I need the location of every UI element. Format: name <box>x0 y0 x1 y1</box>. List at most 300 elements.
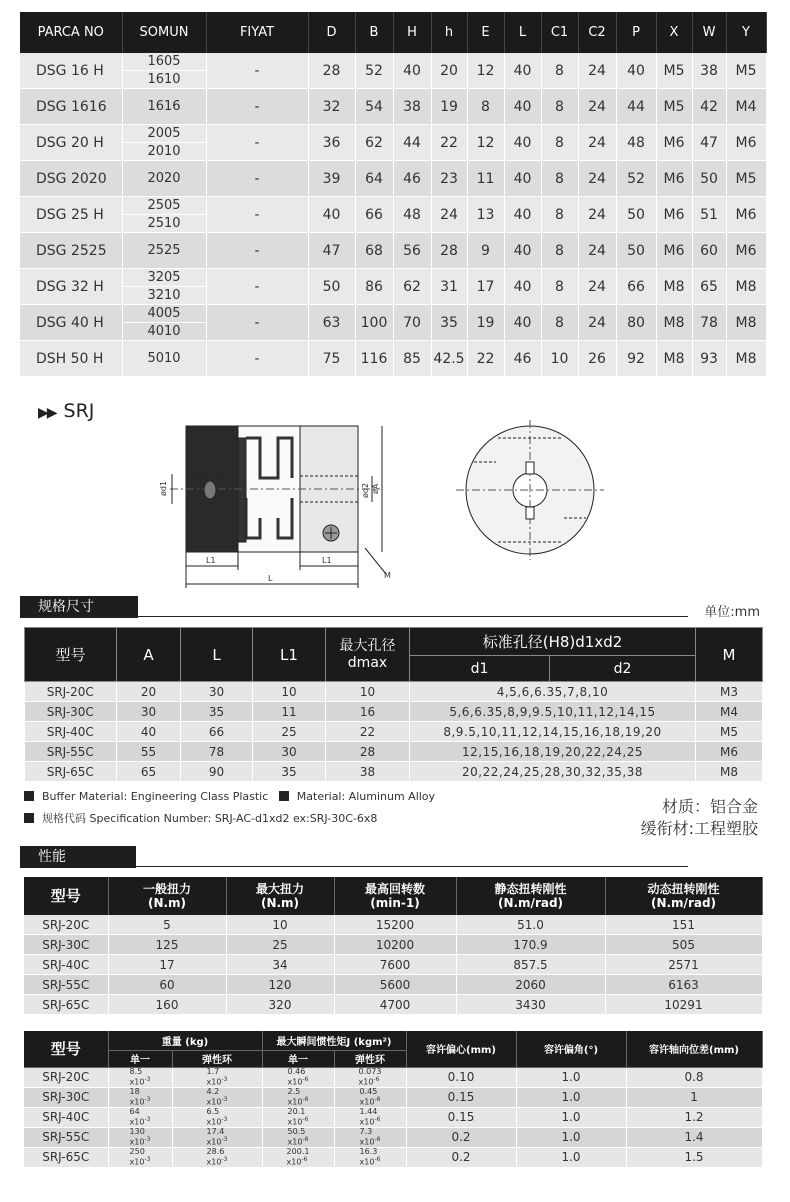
weight-value-cell: 1.0 <box>516 1067 626 1087</box>
sci-exp: -6 <box>302 1075 309 1083</box>
dsg-cell: 78 <box>692 305 726 341</box>
dsg-cell: M5 <box>656 89 692 125</box>
dsg-cell: M5 <box>656 53 692 89</box>
label-l1-left: L1 <box>206 556 216 565</box>
dsg-cell: M8 <box>656 269 692 305</box>
sci-exponent <box>130 1116 151 1127</box>
dsg-cell: DSG 2020 <box>20 161 122 197</box>
performance-cell: 170.9 <box>456 935 605 955</box>
label-a: øA <box>371 483 380 494</box>
sci-value <box>288 1068 309 1087</box>
dsg-cell: 24 <box>578 53 616 89</box>
sci-value <box>130 1128 151 1147</box>
dsg-cell: 80 <box>616 305 656 341</box>
dsg-cell: 64 <box>355 161 393 197</box>
dsg-cell: 47 <box>692 125 726 161</box>
weight-sci-cell <box>334 1107 406 1127</box>
spec-table <box>24 627 763 782</box>
dsg-cell: 24 <box>578 233 616 269</box>
sci-mantissa: 0.073 <box>358 1067 382 1076</box>
spec-cell: M6 <box>696 742 763 762</box>
sci-x10: x10 <box>359 1117 375 1127</box>
sci-exponent <box>207 1096 228 1107</box>
sci-mantissa: 1.44 <box>359 1107 378 1116</box>
dsg-table <box>20 12 767 377</box>
spec-header-dmax <box>326 628 410 682</box>
dsg-cell: 38 <box>692 53 726 89</box>
dsg-nut-value: 3205 <box>123 269 206 287</box>
weight-value-cell: 1.0 <box>516 1087 626 1107</box>
perf-header-dynamic <box>605 877 762 915</box>
sci-exp: -3 <box>221 1095 228 1103</box>
sci-exponent <box>360 1156 381 1167</box>
dsg-cell: 40 <box>504 233 541 269</box>
dsg-cell: M6 <box>656 233 692 269</box>
perf-header-static <box>456 877 605 915</box>
sci-x10: x10 <box>287 1077 303 1087</box>
weight-value-cell: 1.0 <box>516 1107 626 1127</box>
dsg-cell <box>122 53 206 89</box>
spec-header-dmax-en: dmax <box>347 654 388 671</box>
weight-sci-cell <box>172 1127 262 1147</box>
label-m: M <box>384 571 391 580</box>
dsg-row <box>20 53 766 89</box>
performance-row <box>24 915 762 935</box>
dsg-header-cell: C2 <box>578 12 616 53</box>
dsg-cell: DSG 2525 <box>20 233 122 269</box>
performance-cell: 2060 <box>456 975 605 995</box>
dsg-cell: 40 <box>504 161 541 197</box>
sci-value <box>360 1128 381 1147</box>
dsg-cell: M5 <box>726 53 766 89</box>
inertia-header-single: 单一 <box>262 1050 334 1067</box>
dsg-cell: 75 <box>308 341 355 377</box>
performance-cell: 3430 <box>456 995 605 1015</box>
dsg-cell: 24 <box>578 305 616 341</box>
dsg-row <box>20 89 766 125</box>
sci-value <box>207 1068 228 1087</box>
legend-buffer-material: Buffer Material: Engineering Class Plastic <box>42 790 269 803</box>
dsg-cell: 47 <box>308 233 355 269</box>
dsg-row <box>20 197 766 233</box>
dsg-nut-value: 2510 <box>147 216 181 231</box>
performance-row <box>24 995 762 1015</box>
dsg-cell: 42.5 <box>431 341 467 377</box>
weight-model-cell: SRJ-55C <box>24 1127 108 1147</box>
spec-cell: SRJ-65C <box>25 762 117 782</box>
dsg-cell: M6 <box>656 125 692 161</box>
dsg-cell: - <box>206 305 308 341</box>
dsg-cell: DSG 40 H <box>20 305 122 341</box>
weight-sci-cell <box>262 1087 334 1107</box>
material-cn-line: 材质：铝合金 <box>661 797 758 816</box>
sci-exp: -3 <box>221 1155 228 1163</box>
dsg-cell: 8 <box>541 305 578 341</box>
weight-header-axial: 容许轴向位差(mm) <box>626 1031 762 1067</box>
spec-cell: 30 <box>181 682 253 702</box>
spec-cell: SRJ-30C <box>25 702 117 722</box>
sci-mantissa: 64 <box>129 1107 140 1116</box>
weight-sci-cell <box>334 1087 406 1107</box>
dsg-header-cell: P <box>616 12 656 53</box>
spec-cell: 30 <box>117 702 181 722</box>
performance-cell: 10 <box>226 915 334 935</box>
dsg-nut-value: 3210 <box>147 288 181 303</box>
dsg-cell: 40 <box>504 305 541 341</box>
dsg-nut-value: 4010 <box>147 324 181 339</box>
spec-cell: 65 <box>117 762 181 782</box>
weight-sci-cell <box>334 1067 406 1087</box>
spec-cell: 10 <box>326 682 410 702</box>
sci-exp: -3 <box>221 1115 228 1123</box>
dsg-cell: 8 <box>541 125 578 161</box>
spec-header-bore: 标准孔径(H8)d1xd2 <box>410 628 696 656</box>
dsg-header-cell: W <box>692 12 726 53</box>
dsg-header-cell: H <box>393 12 431 53</box>
dsg-cell: - <box>206 233 308 269</box>
dsg-cell: 8 <box>541 161 578 197</box>
dsg-cell: 40 <box>308 197 355 233</box>
dsg-cell: 66 <box>616 269 656 305</box>
dsg-cell: M8 <box>656 341 692 377</box>
dsg-cell: 46 <box>504 341 541 377</box>
label-d1: ød1 <box>159 480 168 496</box>
performance-cell: 15200 <box>334 915 456 935</box>
dsg-cell: 50 <box>616 233 656 269</box>
sci-exponent <box>207 1136 228 1147</box>
sci-mantissa: 18 <box>129 1087 140 1096</box>
spec-cell: 20 <box>117 682 181 702</box>
performance-row <box>24 975 762 995</box>
dsg-row <box>20 125 766 161</box>
sci-x10: x10 <box>359 1137 375 1147</box>
dsg-nut-value: 2005 <box>123 125 206 143</box>
dsg-cell: 38 <box>393 89 431 125</box>
weight-value-cell: 1.2 <box>626 1107 762 1127</box>
material-cn <box>641 796 758 840</box>
sci-x10: x10 <box>129 1137 145 1147</box>
dsg-cell: 19 <box>467 305 504 341</box>
dsg-cell: 8 <box>541 53 578 89</box>
sci-value <box>130 1068 151 1087</box>
sci-mantissa: 20.1 <box>287 1107 306 1116</box>
sci-x10: x10 <box>287 1137 303 1147</box>
spec-header-l: L <box>181 628 253 682</box>
dsg-cell: M6 <box>726 233 766 269</box>
spec-cell: M4 <box>696 702 763 722</box>
dsg-cell: 85 <box>393 341 431 377</box>
dsg-cell: 32 <box>308 89 355 125</box>
dsg-header-cell: SOMUN <box>122 12 206 53</box>
dsg-cell: 40 <box>504 53 541 89</box>
perf-header-speed-2: (min-1) <box>370 896 420 910</box>
sci-exp: -3 <box>144 1115 151 1123</box>
performance-cell: 17 <box>108 955 226 975</box>
spec-row <box>25 722 763 742</box>
dsg-cell: DSG 25 H <box>20 197 122 233</box>
dsg-cell: M5 <box>726 161 766 197</box>
weight-value-cell: 0.15 <box>406 1107 516 1127</box>
srj-title-text: SRJ <box>63 400 95 422</box>
sci-exponent <box>360 1096 381 1107</box>
weight-value-cell: 0.8 <box>626 1067 762 1087</box>
performance-cell: 151 <box>605 915 762 935</box>
weight-header-model: 型号 <box>24 1031 108 1067</box>
perf-header-dynamic-1: 动态扭转刚性 <box>647 882 720 896</box>
spec-cell: M3 <box>696 682 763 702</box>
dsg-cell: 22 <box>431 125 467 161</box>
dsg-cell: 8 <box>541 197 578 233</box>
dsg-cell: 86 <box>355 269 393 305</box>
weight-sci-cell <box>172 1107 262 1127</box>
sci-exponent <box>360 1136 381 1147</box>
performance-cell: 160 <box>108 995 226 1015</box>
dsg-cell: DSG 1616 <box>20 89 122 125</box>
dsg-cell: M6 <box>656 161 692 197</box>
dsg-cell <box>122 197 206 233</box>
dsg-cell: 11 <box>467 161 504 197</box>
dsg-cell: M8 <box>656 305 692 341</box>
sci-x10: x10 <box>287 1097 303 1107</box>
spec-cell: 20,22,24,25,28,30,32,35,38 <box>410 762 696 782</box>
weight-sci-cell <box>172 1147 262 1167</box>
sci-mantissa: 0.46 <box>287 1067 306 1076</box>
weight-sci-cell <box>172 1067 262 1087</box>
weight-value-cell: 0.15 <box>406 1087 516 1107</box>
sci-x10: x10 <box>206 1157 222 1167</box>
spec-cell: 35 <box>181 702 253 722</box>
spec-header-d1: d1 <box>410 656 550 682</box>
performance-row <box>24 935 762 955</box>
weight-header-ring: 弹性环 <box>172 1050 262 1067</box>
weight-sci-cell <box>108 1107 172 1127</box>
spec-cell: 40 <box>117 722 181 742</box>
dsg-cell: 42 <box>692 89 726 125</box>
spec-cell: M5 <box>696 722 763 742</box>
dsg-cell: 93 <box>692 341 726 377</box>
sci-exponent <box>287 1156 310 1167</box>
spec-cell: 28 <box>326 742 410 762</box>
weight-sci-cell <box>262 1147 334 1167</box>
dsg-cell <box>122 305 206 341</box>
dsg-cell: 52 <box>616 161 656 197</box>
dsg-cell: 1616 <box>122 89 206 125</box>
dsg-cell: 51 <box>692 197 726 233</box>
sci-x10: x10 <box>129 1117 145 1127</box>
spec-cell: SRJ-20C <box>25 682 117 702</box>
sci-exponent <box>360 1116 381 1127</box>
dsg-cell: - <box>206 89 308 125</box>
sci-exp: -6 <box>302 1135 309 1143</box>
dsg-cell: 40 <box>616 53 656 89</box>
sci-value <box>288 1128 309 1147</box>
sci-exp: -6 <box>374 1095 381 1103</box>
spec-cell: 12,15,16,18,19,20,22,24,25 <box>410 742 696 762</box>
dsg-cell: 10 <box>541 341 578 377</box>
performance-cell: 320 <box>226 995 334 1015</box>
spec-header-m: M <box>696 628 763 682</box>
spec-cell: 35 <box>253 762 326 782</box>
perf-header-static-2: (N.m/rad) <box>497 896 564 910</box>
dsg-cell: 13 <box>467 197 504 233</box>
dsg-cell: 48 <box>616 125 656 161</box>
spec-cell: M8 <box>696 762 763 782</box>
dsg-row <box>20 161 766 197</box>
dsg-cell: M8 <box>726 305 766 341</box>
sci-exponent <box>288 1136 309 1147</box>
weight-value-cell: 1.0 <box>516 1127 626 1147</box>
spec-header-a: A <box>117 628 181 682</box>
sci-x10: x10 <box>287 1117 303 1127</box>
sci-exp: -6 <box>374 1115 381 1123</box>
sci-exp: -6 <box>373 1075 380 1083</box>
dsg-cell: M6 <box>726 125 766 161</box>
dsg-cell: 2525 <box>122 233 206 269</box>
perf-header-max-torque <box>226 877 334 915</box>
dsg-header-cell: B <box>355 12 393 53</box>
weight-model-cell: SRJ-40C <box>24 1107 108 1127</box>
legend-spec-number <box>24 810 377 826</box>
sci-x10: x10 <box>358 1077 374 1087</box>
dsg-cell: DSG 16 H <box>20 53 122 89</box>
sci-x10: x10 <box>129 1077 145 1087</box>
performance-cell: 34 <box>226 955 334 975</box>
sci-exp: -3 <box>221 1135 228 1143</box>
dsg-cell: 8 <box>541 269 578 305</box>
perf-header-torque-1: 一般扭力 <box>142 882 191 896</box>
dsg-cell: 19 <box>431 89 467 125</box>
performance-cell: 505 <box>605 935 762 955</box>
sci-value <box>288 1108 309 1127</box>
dsg-cell: 5010 <box>122 341 206 377</box>
sci-exponent <box>288 1076 309 1087</box>
performance-cell: 10200 <box>334 935 456 955</box>
dsg-cell: 50 <box>692 161 726 197</box>
srj-heading <box>38 400 94 422</box>
spec-cell: 10 <box>253 682 326 702</box>
sci-x10: x10 <box>206 1117 222 1127</box>
weight-sci-cell <box>108 1147 172 1167</box>
dsg-header-cell: PARCA NO <box>20 12 122 53</box>
dsg-cell: 65 <box>692 269 726 305</box>
sci-exp: -6 <box>302 1095 309 1103</box>
dsg-cell: DSG 32 H <box>20 269 122 305</box>
dsg-cell: 40 <box>393 53 431 89</box>
weight-model-cell: SRJ-20C <box>24 1067 108 1087</box>
perf-header-speed-1: 最高回转数 <box>364 882 425 896</box>
sci-exp: -3 <box>144 1075 151 1083</box>
perf-header-max-torque-1: 最大扭力 <box>255 882 304 896</box>
sci-exp: -6 <box>374 1135 381 1143</box>
sci-exp: -6 <box>301 1155 308 1163</box>
sci-mantissa: 200.1 <box>286 1147 310 1156</box>
spec-cell: 8,9.5,10,11,12,14,15,16,18,19,20 <box>410 722 696 742</box>
sci-exponent <box>359 1076 382 1087</box>
weight-header-eccentric: 容许偏心(mm) <box>406 1031 516 1067</box>
weight-sci-cell <box>108 1067 172 1087</box>
dsg-cell: M8 <box>726 269 766 305</box>
sci-mantissa: 130 <box>129 1127 145 1136</box>
sci-exponent <box>207 1116 228 1127</box>
sci-mantissa: 2.5 <box>287 1087 301 1096</box>
spec-cell: 78 <box>181 742 253 762</box>
sci-value <box>207 1148 228 1167</box>
spec-header-model: 型号 <box>25 628 117 682</box>
dsg-cell: 8 <box>541 89 578 125</box>
sci-mantissa: 0.45 <box>359 1087 378 1096</box>
dsg-cell: M6 <box>656 197 692 233</box>
sci-mantissa: 4.2 <box>206 1087 220 1096</box>
sci-mantissa: 50.5 <box>287 1127 306 1136</box>
spec-row <box>25 682 763 702</box>
dsg-cell: 24 <box>578 125 616 161</box>
dsg-cell: M4 <box>726 89 766 125</box>
dsg-cell: 44 <box>616 89 656 125</box>
sci-value <box>207 1088 228 1107</box>
weight-value-cell: 1.4 <box>626 1127 762 1147</box>
dsg-row <box>20 269 766 305</box>
dsg-cell: 26 <box>578 341 616 377</box>
weight-value-cell: 1.5 <box>626 1147 762 1167</box>
dsg-cell: 62 <box>393 269 431 305</box>
perf-header-max-torque-2: (N.m) <box>260 896 300 910</box>
performance-cell: SRJ-65C <box>24 995 108 1015</box>
sci-x10: x10 <box>206 1097 222 1107</box>
weight-value-cell: 0.10 <box>406 1067 516 1087</box>
perf-header-torque-2: (N.m) <box>147 896 187 910</box>
sci-exponent <box>288 1096 309 1107</box>
dsg-cell: 8 <box>541 233 578 269</box>
dsg-cell: - <box>206 341 308 377</box>
legend-square-icon <box>24 791 34 801</box>
spec-cell: SRJ-40C <box>25 722 117 742</box>
spec-cell: 4,5,6,6.35,7,8,10 <box>410 682 696 702</box>
dsg-cell: 23 <box>431 161 467 197</box>
performance-cell: 51.0 <box>456 915 605 935</box>
perf-header-torque <box>108 877 226 915</box>
spec-row <box>25 742 763 762</box>
sci-value <box>207 1128 228 1147</box>
dsg-cell: 24 <box>578 269 616 305</box>
dsg-cell: 8 <box>467 89 504 125</box>
double-arrow-icon: ▶▶ <box>38 405 56 421</box>
dsg-cell: 50 <box>616 197 656 233</box>
weight-row <box>24 1067 762 1087</box>
spec-cell: 66 <box>181 722 253 742</box>
performance-cell: 857.5 <box>456 955 605 975</box>
dsg-row <box>20 233 766 269</box>
performance-cell: 7600 <box>334 955 456 975</box>
performance-cell: SRJ-30C <box>24 935 108 955</box>
sci-exponent <box>130 1076 151 1087</box>
sci-exponent <box>130 1156 151 1167</box>
dsg-cell: 28 <box>431 233 467 269</box>
spec-cell: 16 <box>326 702 410 722</box>
performance-cell: 60 <box>108 975 226 995</box>
performance-cell: SRJ-40C <box>24 955 108 975</box>
sci-exp: -3 <box>144 1155 151 1163</box>
label-l1-right: L1 <box>322 556 332 565</box>
weight-header-angle: 容许偏角(°) <box>516 1031 626 1067</box>
spec-header-d2: d2 <box>550 656 696 682</box>
weight-sci-cell <box>262 1127 334 1147</box>
sci-value <box>360 1108 381 1127</box>
sci-exp: -3 <box>221 1075 228 1083</box>
dsg-cell: 24 <box>578 89 616 125</box>
perf-header-speed <box>334 877 456 915</box>
sci-mantissa: 6.5 <box>206 1107 220 1116</box>
dsg-cell: 46 <box>393 161 431 197</box>
